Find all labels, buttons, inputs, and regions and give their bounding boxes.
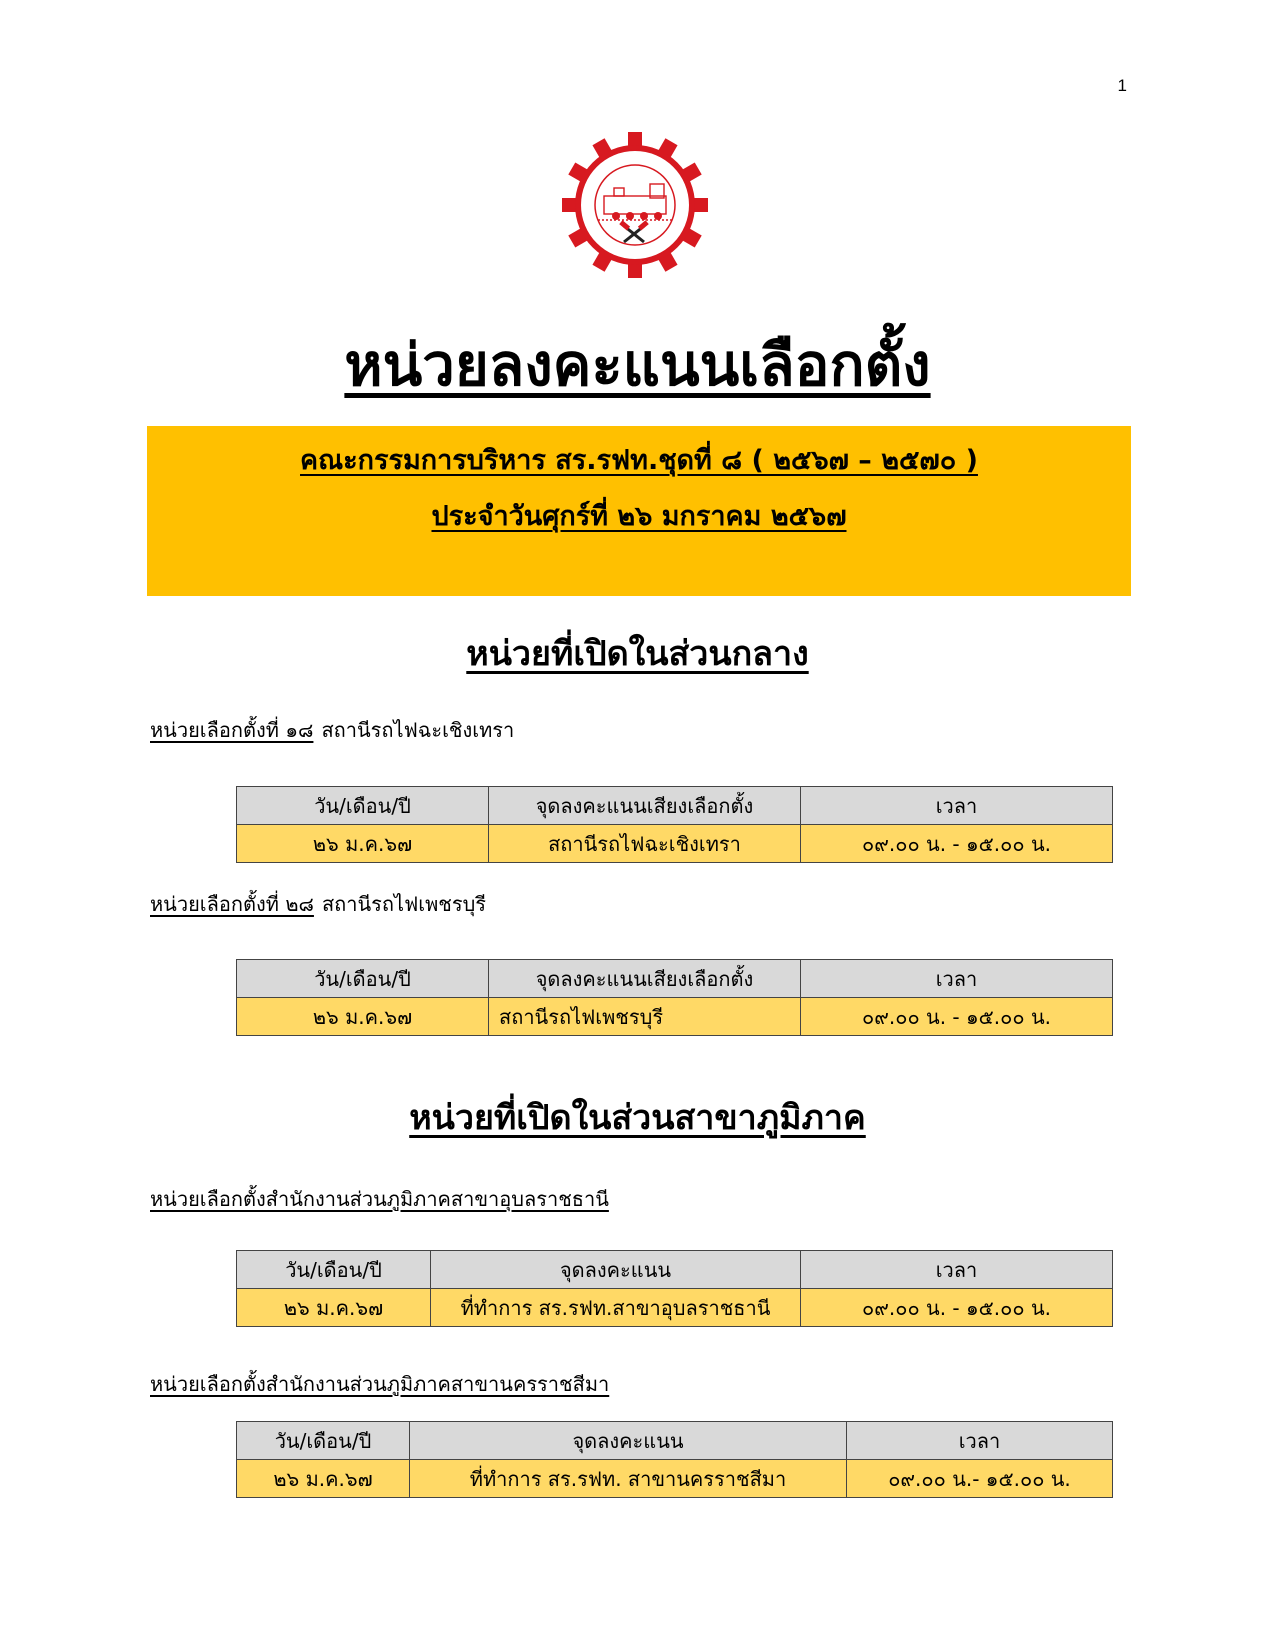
header-date: วัน/เดือน/ปี [237, 787, 489, 825]
section-heading-central: หน่วยที่เปิดในส่วนกลาง [466, 634, 809, 674]
main-title: หน่วยลงคะแนนเลือกตั้ง [344, 331, 931, 399]
committee-banner [147, 426, 1131, 596]
header-location: จุดลงคะแนน [410, 1422, 847, 1460]
header-location: จุดลงคะแนน [431, 1251, 801, 1289]
header-location: จุดลงคะแนนเสียงเลือกตั้ง [489, 960, 801, 998]
page-number: 1 [1117, 76, 1127, 95]
cell-time: ๐๙.๐๐ น. - ๑๕.๐๐ น. [801, 1289, 1113, 1327]
unit-label: หน่วยเลือกตั้งที่ ๒๘ [150, 892, 314, 916]
cell-date: ๒๖ ม.ค.๖๗ [237, 825, 489, 863]
cell-location: ที่ทำการ สร.รฟท.สาขาอุบลราชธานี [431, 1289, 801, 1327]
header-time: เวลา [801, 787, 1113, 825]
unit-label: หน่วยเลือกตั้งสำนักงานส่วนภูมิภาคสาขาอุบลราชธานี [150, 1187, 609, 1211]
unit-location: สถานีรถไฟเพชรบุรี [321, 892, 486, 916]
unit-heading [150, 1183, 609, 1215]
cell-time: ๐๙.๐๐ น. - ๑๕.๐๐ น. [801, 998, 1113, 1036]
table-row [237, 998, 1113, 1036]
cell-time: ๐๙.๐๐ น. - ๑๕.๐๐ น. [801, 825, 1113, 863]
header-time: เวลา [801, 960, 1113, 998]
cell-date: ๒๖ ม.ค.๖๗ [237, 1289, 431, 1327]
header-date: วัน/เดือน/ปี [237, 1251, 431, 1289]
unit-heading [150, 888, 486, 920]
banner-date-line: ประจำวันศุกร์ที่ ๒๖ มกราคม ๒๕๖๗ [431, 501, 847, 532]
table-row [237, 825, 1113, 863]
cell-time: ๐๙.๐๐ น.- ๑๕.๐๐ น. [847, 1460, 1113, 1498]
unit-label: หน่วยเลือกตั้งสำนักงานส่วนภูมิภาคสาขานครราชสีมา [150, 1372, 610, 1396]
cell-date: ๒๖ ม.ค.๖๗ [237, 998, 489, 1036]
header-location: จุดลงคะแนนเสียงเลือกตั้ง [489, 787, 801, 825]
unit-label: หน่วยเลือกตั้งที่ ๑๘ [150, 718, 314, 742]
polling-table [236, 1421, 1113, 1498]
cell-date: ๒๖ ม.ค.๖๗ [237, 1460, 410, 1498]
union-logo [560, 130, 710, 280]
header-date: วัน/เดือน/ปี [237, 960, 489, 998]
header-time: เวลา [847, 1422, 1113, 1460]
banner-committee-line: คณะกรรมการบริหาร สร.รฟท.ชุดที่ ๘ ( ๒๕๖๗ – ๒๕๗๐ ) [300, 445, 978, 476]
cell-location: สถานีรถไฟเพชรบุรี [489, 998, 801, 1036]
polling-table [236, 786, 1113, 863]
cell-location: ที่ทำการ สร.รฟท. สาขานครราชสีมา [410, 1460, 847, 1498]
table-row [237, 1289, 1113, 1327]
unit-heading [150, 1368, 609, 1400]
table-row [237, 1460, 1113, 1498]
unit-heading [150, 714, 514, 746]
section-heading-regional: หน่วยที่เปิดในส่วนสาขาภูมิภาค [409, 1098, 866, 1138]
header-time: เวลา [801, 1251, 1113, 1289]
polling-table [236, 959, 1113, 1036]
polling-table [236, 1250, 1113, 1327]
header-date: วัน/เดือน/ปี [237, 1422, 410, 1460]
unit-location: สถานีรถไฟฉะเชิงเทรา [321, 718, 515, 742]
cell-location: สถานีรถไฟฉะเชิงเทรา [489, 825, 801, 863]
